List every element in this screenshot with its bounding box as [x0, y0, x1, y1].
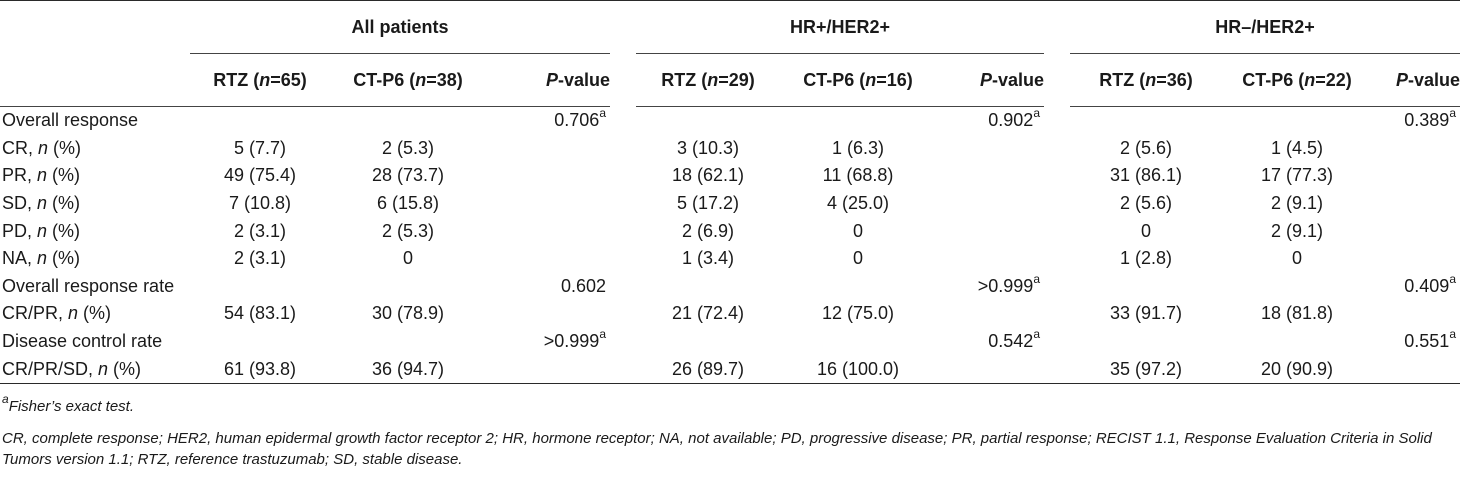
footnote-fisher	[2, 392, 135, 415]
row-label: PD, n (%)	[2, 220, 81, 241]
table-row	[0, 245, 1460, 273]
p-value-cell	[1372, 135, 1460, 163]
table-cell: 17 (77.3)	[1260, 165, 1334, 186]
p-value-cell: 0.542$^a$	[988, 327, 1040, 352]
column-header-p-value: P-value	[936, 54, 1044, 107]
table-cell	[780, 328, 936, 356]
column-gap	[610, 245, 636, 273]
table-cell	[1070, 273, 1222, 301]
table-cell: 12 (75.0)	[821, 303, 895, 324]
p-value-cell: >0.999$^a$	[543, 327, 606, 352]
stub-header	[0, 1, 190, 54]
table-cell	[1222, 273, 1372, 301]
row-label: CR, n (%)	[2, 137, 82, 158]
table-cell	[780, 107, 936, 135]
p-value-cell	[486, 355, 610, 383]
column-gap	[610, 355, 636, 383]
table-row	[0, 162, 1460, 190]
table-row	[0, 273, 1460, 301]
p-value-cell: 0.602	[560, 275, 606, 296]
column-header-rtz: RTZ (n=29)	[636, 54, 780, 107]
row-label: NA, n (%)	[2, 248, 81, 269]
p-value-cell: >0.999$^a$	[977, 271, 1040, 296]
column-gap	[610, 328, 636, 356]
table-cell: 2 (3.1)	[233, 248, 287, 269]
table-row	[0, 328, 1460, 356]
table-cell: 30 (78.9)	[371, 303, 445, 324]
table-row	[0, 107, 1460, 135]
table-cell: 2 (5.3)	[381, 137, 435, 158]
footnote-fisher-text: Fisher’s exact test.	[8, 398, 135, 415]
row-label: Overall response	[2, 110, 139, 131]
p-value-cell	[936, 355, 1044, 383]
p-value-cell	[936, 135, 1044, 163]
row-label: Overall response rate	[2, 275, 175, 296]
table-row	[0, 300, 1460, 328]
column-header-rtz: RTZ (n=65)	[190, 54, 330, 107]
table-cell: 2 (5.6)	[1119, 193, 1173, 214]
table-cell	[1222, 107, 1372, 135]
table-cell: 0	[852, 248, 863, 269]
table-cell: 2 (6.9)	[681, 220, 735, 241]
table-cell: 0	[1140, 220, 1151, 241]
table-cell: 2 (5.3)	[381, 220, 435, 241]
column-gap	[610, 217, 636, 245]
column-header-p-value: P-value	[486, 54, 610, 107]
table-cell	[636, 107, 780, 135]
p-value-cell	[936, 162, 1044, 190]
table-cell: 1 (4.5)	[1270, 137, 1324, 158]
table-cell	[636, 273, 780, 301]
table-cell: 0	[852, 220, 863, 241]
table-cell: 0	[402, 248, 413, 269]
column-gap	[610, 190, 636, 218]
footnote-abbreviations: CR, complete response; HER2, human epidermal growth factor receptor 2; HR, hormone receptor; NA, not available; PD, progressive disease; PR, partial response; RECIST 1.1, Response Evaluation Criteria in Solid Tumors version 1.1; RTZ, reference trastuzumab; SD, stable disease.	[2, 430, 1432, 468]
table-cell: 18 (81.8)	[1260, 303, 1334, 324]
p-value-cell: 0.902$^a$	[988, 106, 1040, 131]
table-cell	[780, 273, 936, 301]
column-gap	[1044, 355, 1070, 383]
row-label: CR/PR/SD, n (%)	[2, 358, 142, 379]
table-cell: 20 (90.9)	[1260, 358, 1334, 379]
group-header-all-patients: All patients	[190, 1, 610, 54]
p-value-cell	[1372, 217, 1460, 245]
table-cell: 4 (25.0)	[826, 193, 890, 214]
table-row	[0, 190, 1460, 218]
column-gap	[610, 135, 636, 163]
table-cell: 2 (9.1)	[1270, 193, 1324, 214]
p-value-cell	[936, 300, 1044, 328]
column-gap	[1044, 54, 1070, 107]
table-cell	[1070, 328, 1222, 356]
column-gap	[1044, 190, 1070, 218]
column-header-row	[0, 54, 1460, 107]
table-cell	[190, 107, 330, 135]
column-gap	[610, 162, 636, 190]
p-value-cell	[1372, 162, 1460, 190]
column-gap	[1044, 135, 1070, 163]
p-value-cell	[936, 190, 1044, 218]
table-cell: 33 (91.7)	[1109, 303, 1183, 324]
row-label: SD, n (%)	[2, 193, 81, 214]
table-cell: 2 (5.6)	[1119, 137, 1173, 158]
table-cell: 31 (86.1)	[1109, 165, 1183, 186]
bottom-rule	[0, 383, 1460, 384]
table-cell: 0	[1291, 248, 1302, 269]
table-cell: 61 (93.8)	[223, 358, 297, 379]
table-row	[0, 217, 1460, 245]
table-cell: 28 (73.7)	[371, 165, 445, 186]
table-cell	[330, 107, 486, 135]
group-header-hr-positive: HR+/HER2+	[636, 1, 1044, 54]
table-cell	[330, 328, 486, 356]
column-gap	[1044, 107, 1070, 135]
row-label: Disease control rate	[2, 331, 163, 352]
table-cell: 6 (15.8)	[376, 193, 440, 214]
table-cell: 21 (72.4)	[671, 303, 745, 324]
column-gap	[1044, 300, 1070, 328]
table-cell	[190, 273, 330, 301]
table-cell: 1 (6.3)	[831, 137, 885, 158]
table-cell: 36 (94.7)	[371, 358, 445, 379]
p-value-cell	[1372, 355, 1460, 383]
table-cell: 16 (100.0)	[816, 358, 900, 379]
table-cell: 2 (9.1)	[1270, 220, 1324, 241]
column-gap	[610, 273, 636, 301]
p-value-cell	[486, 135, 610, 163]
p-value-cell	[1372, 245, 1460, 273]
table-cell: 2 (3.1)	[233, 220, 287, 241]
table-cell	[636, 328, 780, 356]
column-gap	[1044, 273, 1070, 301]
table-cell	[1222, 328, 1372, 356]
table-cell	[330, 273, 486, 301]
p-value-cell	[936, 217, 1044, 245]
table-cell: 3 (10.3)	[676, 137, 740, 158]
column-gap	[610, 54, 636, 107]
group-gap	[1044, 1, 1070, 54]
p-value-cell: 0.409$^a$	[1404, 271, 1456, 296]
column-gap	[1044, 245, 1070, 273]
column-header-ct-p6: CT-P6 (n=38)	[330, 54, 486, 107]
table-cell: 49 (75.4)	[223, 165, 297, 186]
table-cell: 11 (68.8)	[822, 165, 894, 186]
group-header-row	[0, 1, 1460, 54]
table-row	[0, 135, 1460, 163]
table-cell: 1 (2.8)	[1119, 248, 1173, 269]
table-row	[0, 355, 1460, 383]
group-header-hr-negative: HR–/HER2+	[1070, 1, 1460, 54]
column-gap	[610, 300, 636, 328]
column-gap	[1044, 217, 1070, 245]
row-label: CR/PR, n (%)	[2, 303, 112, 324]
p-value-cell	[486, 217, 610, 245]
table-cell: 18 (62.1)	[671, 165, 745, 186]
footnote-marker: a	[2, 392, 9, 406]
column-header-rtz: RTZ (n=36)	[1070, 54, 1222, 107]
stub-column-header	[0, 54, 190, 107]
p-value-cell	[486, 245, 610, 273]
p-value-cell	[1372, 300, 1460, 328]
column-header-p-value: P-value	[1372, 54, 1460, 107]
table-cell: 5 (17.2)	[676, 193, 740, 214]
p-value-cell	[486, 190, 610, 218]
p-value-cell	[486, 300, 610, 328]
p-value-cell	[936, 245, 1044, 273]
row-label: PR, n (%)	[2, 165, 81, 186]
p-value-cell	[1372, 190, 1460, 218]
table-cell: 54 (83.1)	[223, 303, 297, 324]
group-gap	[610, 1, 636, 54]
p-value-cell: 0.551$^a$	[1404, 327, 1456, 352]
column-gap	[1044, 328, 1070, 356]
column-gap	[1044, 162, 1070, 190]
table-cell: 26 (89.7)	[671, 358, 745, 379]
table-cell: 1 (3.4)	[681, 248, 735, 269]
column-header-ct-p6: CT-P6 (n=22)	[1222, 54, 1372, 107]
column-gap	[610, 107, 636, 135]
p-value-cell: 0.706$^a$	[554, 106, 606, 131]
table-cell: 5 (7.7)	[233, 137, 287, 158]
p-value-cell	[486, 162, 610, 190]
table-cell: 35 (97.2)	[1109, 358, 1183, 379]
table-cell	[190, 328, 330, 356]
column-header-ct-p6: CT-P6 (n=16)	[780, 54, 936, 107]
table-cell: 7 (10.8)	[228, 193, 292, 214]
p-value-cell: 0.389$^a$	[1404, 106, 1456, 131]
table-cell	[1070, 107, 1222, 135]
